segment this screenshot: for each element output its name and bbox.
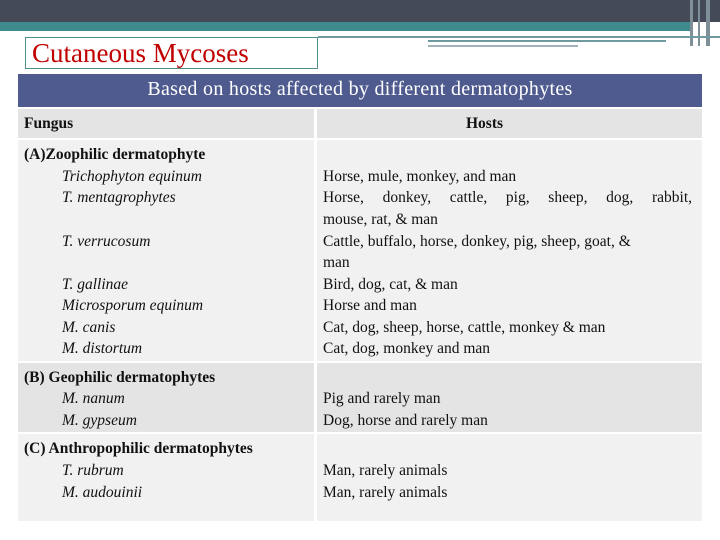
group-b-fungus-cell bbox=[18, 363, 314, 432]
hosts-text: Cat, dog, monkey and man bbox=[323, 340, 491, 357]
decor-line bbox=[318, 36, 720, 38]
hosts-text: Horse and man bbox=[323, 297, 417, 314]
hosts-text: Man, rarely animals bbox=[323, 462, 448, 479]
group-heading: (C) Anthropophilic dermatophytes bbox=[24, 440, 253, 457]
decor-line bbox=[690, 0, 693, 46]
group-heading: (A)Zoophilic dermatophyte bbox=[24, 146, 206, 163]
hosts-text: Bird, dog, cat, & man bbox=[323, 276, 458, 293]
hosts-text: mouse, rat, & man bbox=[323, 211, 438, 228]
species-name: Trichophyton equinum bbox=[62, 168, 202, 185]
species-name: Microsporum equinum bbox=[62, 297, 204, 314]
species-name: T. gallinae bbox=[62, 276, 129, 293]
header-cell-hosts bbox=[317, 109, 702, 138]
species-name: T. verrucosum bbox=[62, 233, 151, 250]
table-caption: Based on hosts affected by different dermatophytes bbox=[147, 78, 573, 100]
species-name: T. mentagrophytes bbox=[62, 189, 176, 206]
hosts-text: Horse, donkey, cattle, pig, sheep, dog, rabbit, bbox=[323, 189, 692, 206]
decor-line bbox=[706, 0, 710, 46]
group-heading: (B) Geophilic dermatophytes bbox=[24, 369, 216, 386]
hosts-text: Pig and rarely man bbox=[323, 390, 441, 407]
column-header-hosts: Hosts bbox=[466, 115, 504, 132]
table-caption-row bbox=[18, 74, 702, 107]
slide-title: Cutaneous Mycoses bbox=[32, 38, 249, 68]
decor-line bbox=[698, 0, 700, 46]
hosts-text: man bbox=[323, 254, 350, 271]
group-a-fungus-cell bbox=[18, 140, 314, 361]
top-banner bbox=[0, 0, 720, 22]
group-c-hosts-cell bbox=[317, 434, 702, 521]
group-c-fungus-cell bbox=[18, 434, 314, 521]
species-name: M. nanum bbox=[62, 390, 125, 407]
hosts-text: Horse, mule, monkey, and man bbox=[323, 168, 517, 185]
group-a-hosts-cell bbox=[317, 140, 702, 361]
title-box bbox=[25, 37, 318, 69]
species-name: T. rubrum bbox=[62, 462, 124, 479]
species-name: M. audouinii bbox=[62, 484, 143, 501]
decor-line bbox=[428, 40, 666, 42]
hosts-text: Dog, horse and rarely man bbox=[323, 412, 488, 429]
hosts-text: Cat, dog, sheep, horse, cattle, monkey & man bbox=[323, 319, 606, 336]
teal-stripe bbox=[0, 22, 690, 31]
decor-line bbox=[428, 45, 578, 47]
species-name: M. gypseum bbox=[62, 412, 137, 429]
hosts-text: Cattle, buffalo, horse, donkey, pig, sheep, goat, & bbox=[323, 233, 631, 250]
species-name: M. distortum bbox=[62, 340, 143, 357]
header-cell-fungus bbox=[18, 109, 314, 138]
hosts-text: Man, rarely animals bbox=[323, 484, 448, 501]
species-name: M. canis bbox=[62, 319, 116, 336]
group-b-hosts-cell bbox=[317, 363, 702, 432]
column-header-fungus: Fungus bbox=[24, 115, 74, 132]
